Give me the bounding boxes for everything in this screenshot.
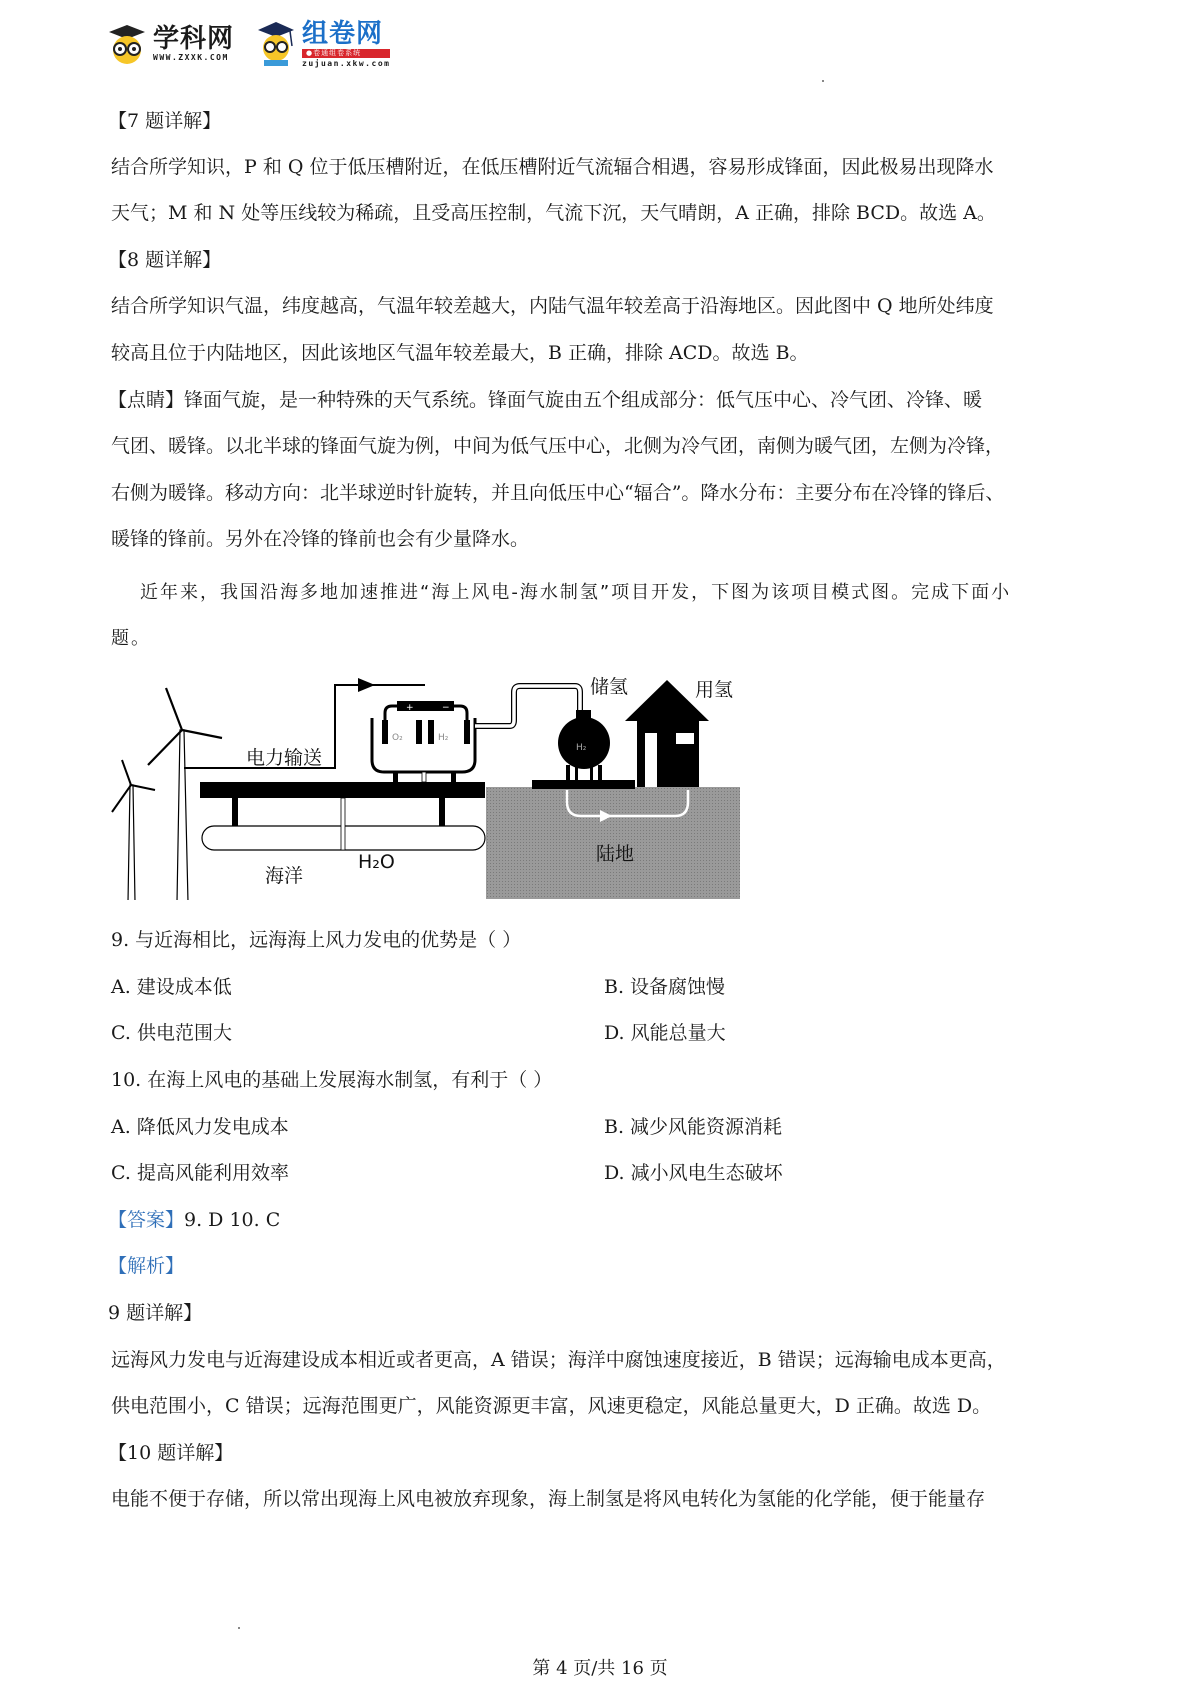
power-transmission-label: 电力输送 <box>246 747 323 769</box>
tip-line-4: 暖锋的锋前。另外在冷锋的锋前也会有少量降水。 <box>111 528 530 550</box>
tip-line-3: 右侧为暖锋。移动方向：北半球逆时针旋转，并且向低压中心“辐合”。降水分布：主要分布在冷锋的锋后、 <box>111 482 1005 504</box>
q9-explain-line-1: 远海风力发电与近海建设成本相近或者更高，A 错误；海洋中腐蚀速度接近，B 错误；远海输电成本更高， <box>111 1349 1006 1371</box>
q10-option-a: A. 降低风力发电成本 <box>111 1116 289 1138</box>
q8-line-2: 较高且位于内陆地区，因此该地区气温年较差最大，B 正确，排除 ACD。故选 B。 <box>111 342 809 364</box>
q10-explain-line-1: 电能不便于存储，所以常出现海上风电被放弃现象，海上制氢是将风电转化为氢能的化学能，便于能量存 <box>111 1488 986 1510</box>
q10-explain-heading: 【10 题详解】 <box>108 1442 234 1464</box>
tip-line-1: 【点睛】锋面气旋，是一种特殊的天气系统。锋面气旋由五个组成部分：低气压中心、冷气团、冷锋、暖 <box>108 389 983 411</box>
zxxk-logo <box>105 22 234 66</box>
zujuan-url: zujuan.xkw.com <box>302 58 391 68</box>
o2-label: O₂ <box>392 733 403 743</box>
water-label: H₂O <box>358 851 395 873</box>
intro-line-1: 近年来，我国沿海多地加速推进“海上风电-海水制氢”项目开发，下图为该项目模式图。完成下面小 <box>140 582 1012 603</box>
q9-explain-heading: 9 题详解】 <box>108 1302 203 1324</box>
platform-deck <box>200 782 485 798</box>
use-label: 用氢 <box>695 679 734 701</box>
q10-option-b: B. 减少风能资源消耗 <box>604 1116 783 1138</box>
student-mascot-icon <box>254 20 298 68</box>
answer-label: 【答案】 <box>108 1209 185 1231</box>
q8-heading: 【8 题详解】 <box>108 249 222 271</box>
tank-h2-label: H₂ <box>576 743 587 753</box>
h2-label: H₂ <box>438 733 449 743</box>
land-label: 陆地 <box>596 843 635 865</box>
storage-label: 储氢 <box>590 676 629 698</box>
q9-option-a: A. 建设成本低 <box>111 976 232 998</box>
q9-explain-line-2: 供电范围小，C 错误；远海范围更广，风能资源更丰富，风速更稳定，风能总量更大，D 正确。故选 D。 <box>111 1395 992 1417</box>
q9-option-c: C. 供电范围大 <box>111 1022 232 1044</box>
answer-text: 9. D 10. C <box>184 1209 281 1231</box>
analysis-label: 【解析】 <box>108 1255 185 1277</box>
wind-hydrogen-diagram <box>100 620 820 900</box>
q7-line-2: 天气；M 和 N 处等压线较为稀疏，且受高压控制，气流下沉，天气晴朗，A 正确，排除 BCD。故选 A。 <box>111 202 996 224</box>
header-logos <box>105 18 390 70</box>
answer-line <box>108 1205 280 1232</box>
q9-stem: 9. 与近海相比，远海海上风力发电的优势是（ ） <box>111 929 522 951</box>
q8-line-1: 结合所学知识气温，纬度越高，气温年较差越大，内陆气温年较差高于沿海地区。因此图中 Q 地所处纬度 <box>111 295 994 317</box>
zxxk-url: WWW.ZXXK.COM <box>153 53 229 62</box>
tip-line-2: 气团、暖锋。以北半球的锋面气旋为例，中间为低气压中心，北侧为冷气团，南侧为暖气团，左侧为冷锋， <box>111 435 1005 457</box>
q10-option-c: C. 提高风能利用效率 <box>111 1162 289 1184</box>
stray-mark <box>822 80 824 82</box>
owl-mascot-icon <box>105 22 149 66</box>
zxxk-title: 学科网 <box>153 24 235 54</box>
minus-label: − <box>442 703 450 713</box>
q7-line-1: 结合所学知识，P 和 Q 位于低压槽附近，在低压槽附近气流辐合相遇，容易形成锋面，因此极易出现降水 <box>111 156 994 178</box>
zujuan-title: 组卷网 <box>302 18 384 49</box>
hydrogen-tank-icon <box>532 710 635 789</box>
page-number: 第 4 页/共 16 页 <box>532 1658 668 1679</box>
zujuan-tag: ●卷通组卷系统 <box>302 49 390 58</box>
intro-line-2: 题。 <box>111 628 151 649</box>
arrow-icon <box>358 678 375 692</box>
ocean-label: 海洋 <box>265 865 304 887</box>
q10-option-d: D. 减小风电生态破坏 <box>604 1162 783 1184</box>
plus-label: + <box>406 703 414 713</box>
stray-mark <box>238 1627 240 1629</box>
electrolyzer-icon <box>372 701 475 782</box>
small-wind-turbine-icon <box>112 760 155 900</box>
q10-stem: 10. 在海上风电的基础上发展海水制氢，有利于（ ） <box>111 1069 553 1091</box>
q7-heading: 【7 题详解】 <box>108 110 222 132</box>
q9-option-b: B. 设备腐蚀慢 <box>604 976 726 998</box>
zujuan-logo <box>254 20 390 68</box>
q9-option-d: D. 风能总量大 <box>604 1022 726 1044</box>
